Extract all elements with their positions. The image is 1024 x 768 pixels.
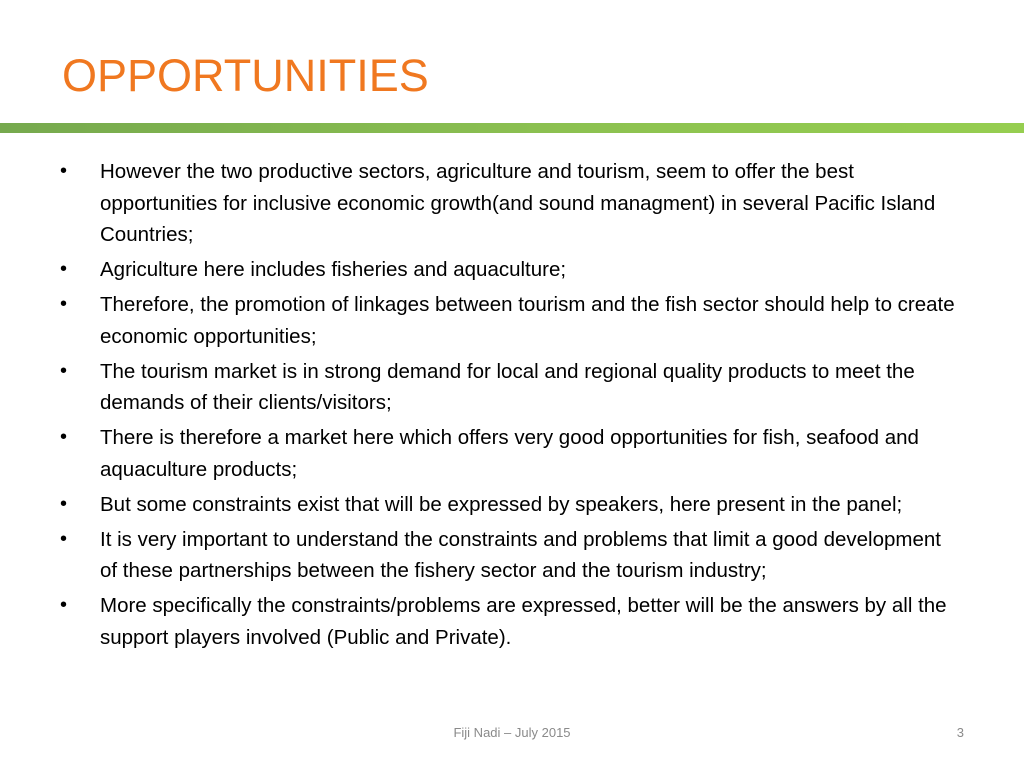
- title-divider: [0, 123, 1024, 133]
- slide-title: OPPORTUNITIES: [62, 50, 429, 101]
- bullet-icon: •: [60, 258, 68, 280]
- bullet-item: [60, 422, 960, 485]
- bullet-icon: •: [60, 492, 68, 515]
- bullet-item: [60, 156, 960, 251]
- bullet-text: The tourism market is in strong demand for local and regional quality products to meet the demands of their clients/visitors;: [100, 359, 915, 414]
- bullet-text: But some constraints exist that will be expressed by speakers, here present in the panel;: [100, 492, 903, 516]
- bullet-item: [60, 289, 960, 352]
- bullet-icon: •: [60, 527, 68, 550]
- bullet-icon: •: [60, 594, 68, 616]
- bullet-item: [60, 590, 960, 653]
- bullet-item: [60, 524, 960, 587]
- bullet-icon: •: [60, 293, 68, 315]
- bullet-text: Agriculture here includes fisheries and aquaculture;: [100, 258, 567, 281]
- bullet-item: [60, 254, 960, 286]
- bullet-text: It is very important to understand the constraints and problems that limit a good development of these partnerships between the fishery sector and the tourism industry;: [100, 527, 941, 582]
- bullet-item: [60, 356, 960, 419]
- bullet-icon: •: [60, 160, 68, 182]
- bullet-text: Therefore, the promotion of linkages between tourism and the fish sector should help to create economic opportunities;: [100, 293, 955, 348]
- slide-footer: Fiji Nadi – July 2015: [453, 725, 571, 740]
- bullet-text: There is therefore a market here which offers very good opportunities for fish, seafood and aquaculture products;: [100, 426, 919, 481]
- bullet-icon: •: [60, 359, 68, 382]
- page-number: 3: [956, 725, 964, 740]
- bullet-icon: •: [60, 426, 68, 448]
- bullet-text: More specifically the constraints/problems are expressed, better will be the answers by all the support players involved (Public and Private).: [100, 594, 947, 649]
- bullet-list: [60, 156, 960, 657]
- bullet-text: However the two productive sectors, agriculture and tourism, seem to offer the best opportunities for inclusive economic growth(and sound managment) in several Pacific Island Countries;: [100, 160, 936, 246]
- bullet-item: [60, 489, 960, 521]
